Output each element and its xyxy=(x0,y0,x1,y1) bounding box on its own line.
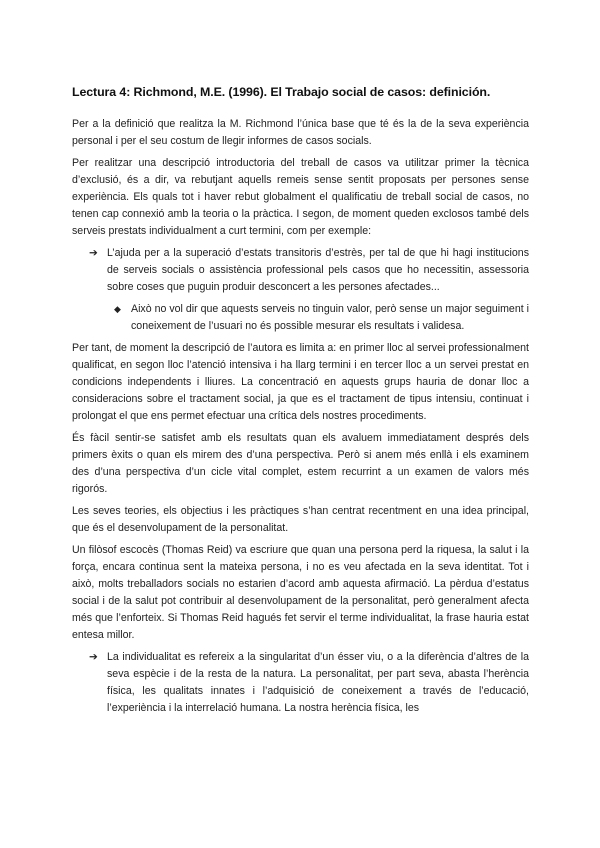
bullet-text: L’ajuda per a la superació d’estats transitoris d’estrès, per tal de que hi hagi institucions de serveis socials o assistència professional pels casos que ho necessitin, assessoria sobre coses que puguin produir desconcert a les persones afectades... xyxy=(107,247,529,293)
paragraph-intro: Per a la definició que realitza la M. Richmond l’única base que té és la de la seva experiència personal i per el seu costum de llegir informes de casos socials. xyxy=(72,118,529,147)
arrow-bullet-icon: ➔ xyxy=(89,651,98,663)
paragraph-description-limits: Per tant, de moment la descripció de l’autora es limita a: en primer lloc al servei professionalment qualificat, en segon lloc l’atenció intensiva i ha llarg termini i en tercer lloc a un servei prestat en condicions independents i lliures. La concentració en aquests grups hauria de donar lloc a consideracions sobre el tractament social, ja que es el tractament de tipus intensiu, continuat i prolongat el que ens permet efectuar una crítica dels nostres procediments. xyxy=(72,342,529,422)
bullet-item-services-value xyxy=(72,301,529,335)
paragraph-theories: Les seves teories, els objectius i les pràctiques s’han centrat recentment en una idea principal, que és el desenvolupament de la personalitat. xyxy=(72,505,529,534)
diamond-bullet-icon: ◆ xyxy=(114,304,121,314)
document-page xyxy=(72,84,529,722)
paragraph-satisfaction: És fàcil sentir-se satisfet amb els resultats quan els avaluem immediatament després dels primers èxits o quan els mirem des d’una perspectiva. Però si anem més enllà i els examinem des d’una perspectiva d’un cicle vital complet, estem recurrint a un examen de valors més rigorós. xyxy=(72,432,529,495)
bullet-item-individuality xyxy=(72,649,529,717)
bullet-text: Això no vol dir que aquests serveis no tinguin valor, però sense un major seguiment i coneixement de l’usuari no és possible mesurar els resultats i validesa. xyxy=(131,303,529,332)
bullet-item-transitory-stress xyxy=(72,245,529,296)
bullet-text: La individualitat es refereix a la singularitat d’un ésser viu, o a la diferència d’altres de la seva espècie i de la resta de la natura. La personalitat, per part seva, abasta l’herència física, les qualitats innates i l’adquisició de coneixement a través de l’educació, l’experiència i la interrelació humana. La nostra herència física, les xyxy=(107,651,529,714)
paragraph-thomas-reid: Un filòsof escocès (Thomas Reid) va escriure que quan una persona perd la riquesa, la salut i la força, encara continua sent la mateixa persona, i no es veu afectada en la seva identitat. Tot i això, molts treballadors socials no estarien d’acord amb aquesta afirmació. La pèrdua d’estatus social i de la salut pot contribuir al desenvolupament de la personalitat, però generalment afecta més que l’enforteix. Si Thomas Reid hagués fet servir el terme individualitat, la frase hauria estat entesa millor. xyxy=(72,544,529,641)
arrow-bullet-icon: ➔ xyxy=(89,247,98,259)
document-title: Lectura 4: Richmond, M.E. (1996). El Trabajo social de casos: definición. xyxy=(72,85,491,99)
paragraph-exclusion: Per realitzar una descripció introductoria del treball de casos va utilitzar primer la tècnica d’exclusió, és a dir, va rebutjant aquells remeis sense sentit proposats per persones sense experiència. Els quals tot i haver rebut globalment el qualificatiu de treball social de casos, no tenen cap connexió amb la teoria o la pràctica. I segon, de moment queden exclosos també dels serveis prestats individualment a curt termini, com per exemple: xyxy=(72,157,529,237)
